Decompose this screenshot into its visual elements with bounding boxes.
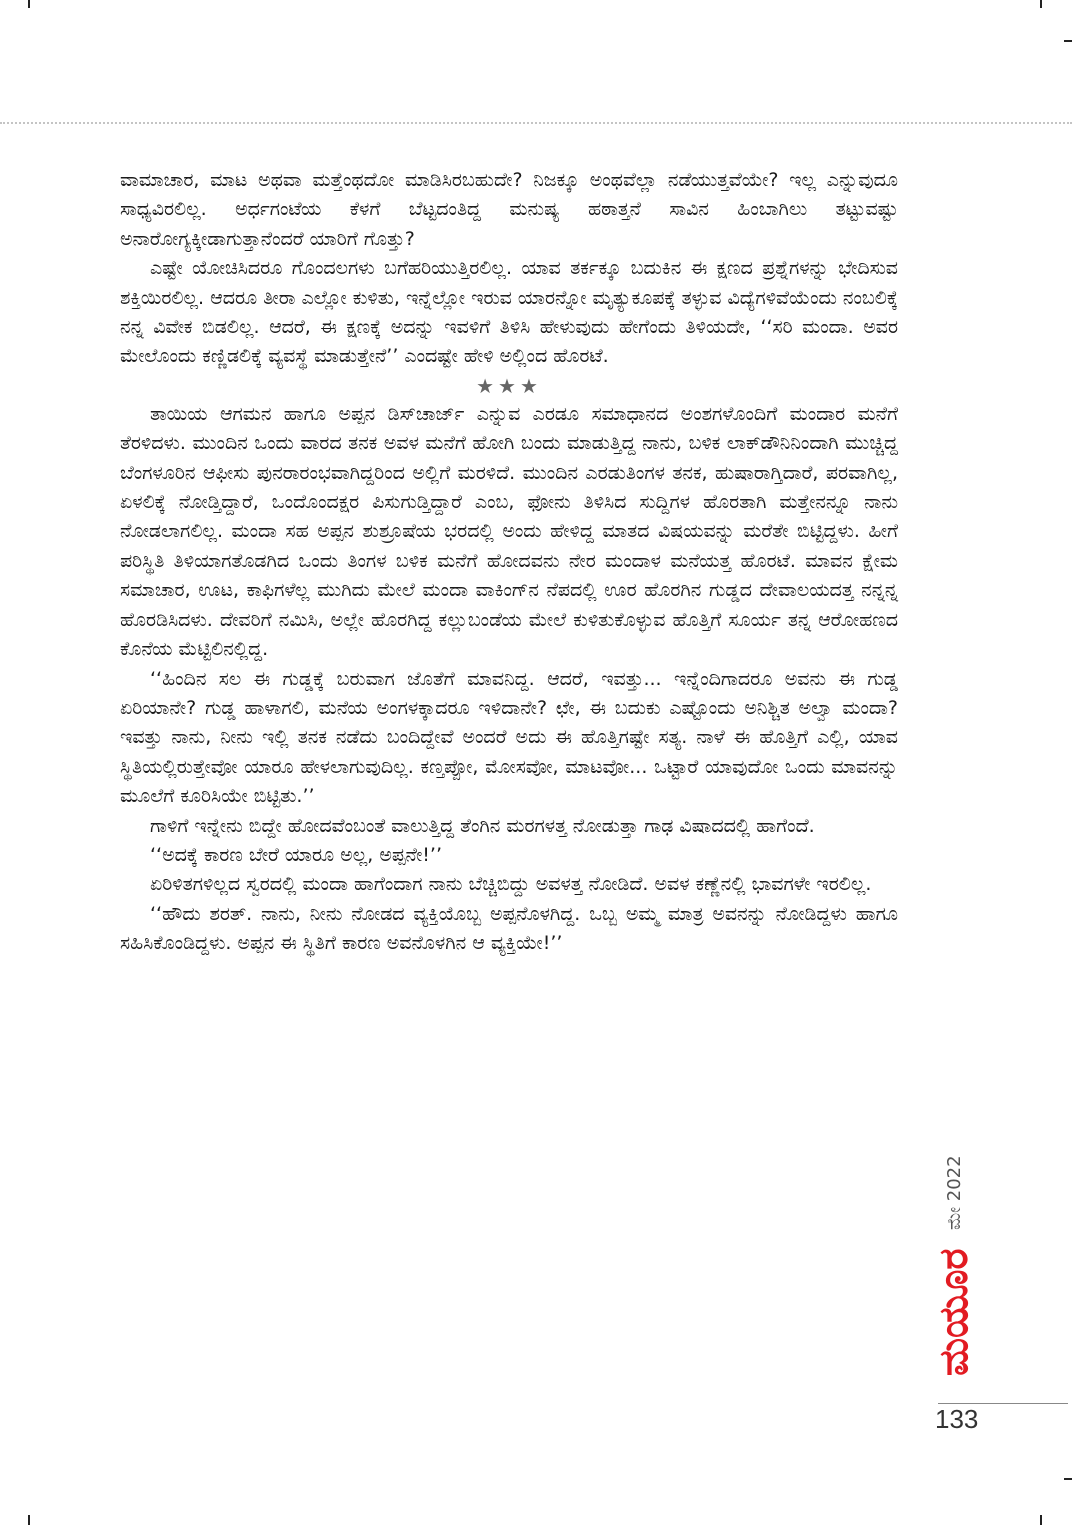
- crop-mark-top-right: [1040, 0, 1042, 8]
- crop-mark-bottom-right: [1040, 1515, 1042, 1525]
- crop-mark-right-upper: [1064, 40, 1072, 42]
- crop-mark-right-lower: [1064, 1478, 1072, 1480]
- magazine-sidebar: [920, 1130, 990, 1376]
- section-break-stars: ★★★: [476, 373, 542, 398]
- paragraph-3: ತಾಯಿಯ ಆಗಮನ ಹಾಗೂ ಅಪ್ಪನ ಡಿಸ್‌ಚಾರ್ಜ್ ಎನ್ನುವ ಎರಡೂ ಸಮಾಧಾನದ ಅಂಶಗಳೊಂದಿಗೆ ಮಂದಾರ ಮನೆಗೆ ತೆರಳಿದಳು. ಮುಂದಿನ ಒಂದು ವಾರದ ತನಕ ಅವಳ ಮನೆಗೆ ಹೋಗಿ ಬಂದು ಮಾಡುತ್ತಿದ್ದ ನಾನು, ಬಳಿಕ ಲಾಕ್‌ಡೌನಿನಿಂದಾಗಿ ಮುಚ್ಚಿದ್ದ ಬೆಂಗಳೂರಿನ ಆಫೀಸು ಪುನರಾರಂಭವಾಗಿದ್ದರಿಂದ ಅಲ್ಲಿಗೆ ಮರಳಿದೆ. ಮುಂದಿನ ಎರಡುತಿಂಗಳ ತನಕ, ಹುಷಾರಾಗ್ತಿದಾರೆ, ಪರವಾಗಿಲ್ಲ, ಏಳಲಿಕ್ಕೆ ನೋಡ್ತಿದ್ದಾರೆ, ಒಂದೊಂದಕ್ಷರ ಪಿಸುಗುಡ್ತಿದ್ದಾರೆ ಎಂಬ, ಫೋನು ತಿಳಿಸಿದ ಸುದ್ದಿಗಳ ಹೊರತಾಗಿ ಮತ್ತೇನನ್ನೂ ನಾನು ನೋಡಲಾಗಲಿಲ್ಲ. ಮಂದಾ ಸಹ ಅಪ್ಪನ ಶುಶ್ರೂಷೆಯ ಭರದಲ್ಲಿ ಅಂದು ಹೇಳಿದ್ದ ಮಾತದ ವಿಷಯವನ್ನು ಮರೆತೇ ಬಿಟ್ಟಿದ್ದಳು. ಹೀಗೆ ಪರಿಸ್ಥಿತಿ ತಿಳಿಯಾಗತೊಡಗಿದ ಒಂದು ತಿಂಗಳ ಬಳಿಕ ಮನೆಗೆ ಹೋದವನು ನೇರ ಮಂದಾಳ ಮನೆಯತ್ತ ಹೊರಟೆ. ಮಾವನ ಕ್ಷೇಮ ಸಮಾಚಾರ, ಊಟ, ಕಾಫಿಗಳೆಲ್ಲ ಮುಗಿದು ಮೇಲೆ ಮಂದಾ ವಾಕಿಂಗ್‌ನ ನೆಪದಲ್ಲಿ ಊರ ಹೊರಗಿನ ಗುಡ್ಡದ ದೇವಾಲಯದತ್ತ ನನ್ನನ್ನ ಹೊರಡಿಸಿದಳು. ದೇವರಿಗೆ ನಮಿಸಿ, ಅಲ್ಲೇ ಹೊರಗಿದ್ದ ಕಲ್ಲುಬಂಡೆಯ ಮೇಲೆ ಕುಳಿತುಕೊಳ್ಳುವ ಹೊತ್ತಿಗೆ ಸೂರ್ಯ ತನ್ನ ಆರೋಹಣದ ಕೊನೆಯ ಮೆಟ್ಟಿಲಿನಲ್ಲಿದ್ದ.: [120, 402, 898, 661]
- article-body: [120, 166, 898, 959]
- paragraph-2: ಎಷ್ಟೇ ಯೋಚಿಸಿದರೂ ಗೊಂದಲಗಳು ಬಗೆಹರಿಯುತ್ತಿರಲಿಲ್ಲ. ಯಾವ ತರ್ಕಕ್ಕೂ ಬದುಕಿನ ಈ ಕ್ಷಣದ ಪ್ರಶ್ನೆಗಳನ್ನು ಭೇದಿಸುವ ಶಕ್ತಿಯಿರಲಿಲ್ಲ. ಆದರೂ ತೀರಾ ಎಲ್ಲೋ ಕುಳಿತು, ಇನ್ನೆಲ್ಲೋ ಇರುವ ಯಾರನ್ನೋ ಮೃತ್ಯುಕೂಪಕ್ಕೆ ತಳ್ಳುವ ವಿದ್ಯೆಗಳಿವೆಯೆಂದು ನಂಬಲಿಕ್ಕೆ ನನ್ನ ವಿವೇಕ ಬಿಡಲಿಲ್ಲ. ಆದರೆ, ಈ ಕ್ಷಣಕ್ಕೆ ಅದನ್ನು ಇವಳಿಗೆ ತಿಳಿಸಿ ಹೇಳುವುದು ಹೇಗೆಂದು ತಿಳಿಯದೇ, ‘‘ಸರಿ ಮಂದಾ. ಅವರ ಮೇಲೊಂದು ಕಣ್ಣಿಡಲಿಕ್ಕೆ ವ್ಯವಸ್ಥೆ ಮಾಡುತ್ತೇನೆ’’ ಎಂದಷ್ಟೇ ಹೇಳಿ ಅಲ್ಲಿಂದ ಹೊರಟೆ.: [120, 257, 898, 368]
- header-dotted-rule: [0, 122, 1072, 124]
- page-number: 133: [935, 1404, 979, 1434]
- magazine-logo: ಮಯೂರ: [931, 1248, 977, 1376]
- crop-mark-top-left: [28, 0, 30, 8]
- paragraph-7: ಏರಿಳಿತಗಳಿಲ್ಲದ ಸ್ವರದಲ್ಲಿ ಮಂದಾ ಹಾಗೆಂದಾಗ ನಾನು ಬೆಚ್ಚಿಬಿದ್ದು ಅವಳತ್ತ ನೋಡಿದೆ. ಅವಳ ಕಣ್ಣೆನಲ್ಲಿ ಭಾವಗಳೇ ಇರಲಿಲ್ಲ.: [150, 873, 872, 896]
- paragraph-8: ‘‘ಹೌದು ಶರತ್. ನಾನು, ನೀನು ನೋಡದ ವ್ಯಕ್ತಿಯೊಬ್ಬ ಅಪ್ಪನೊಳಗಿದ್ದ. ಒಬ್ಬ ಅಮ್ಮ ಮಾತ್ರ ಅವನನ್ನು ನೋಡಿದ್ದಳು ಹಾಗೂ ಸಹಿಸಿಕೊಂಡಿದ್ದಳು. ಅಪ್ಪನ ಈ ಸ್ಥಿತಿಗೆ ಕಾರಣ ಅವನೊಳಗಿನ ಆ ವ್ಯಕ್ತಿಯೇ!’’: [120, 902, 898, 955]
- paragraph-5: ಗಾಳಿಗೆ ಇನ್ನೇನು ಬಿದ್ದೇ ಹೋದವೆಂಬಂತೆ ವಾಲುತ್ತಿದ್ದ ತೆಂಗಿನ ಮರಗಳತ್ತ ನೋಡುತ್ತಾ ಗಾಢ ವಿಷಾದದಲ್ಲಿ ಹಾಗೆಂದೆ.: [150, 814, 815, 837]
- paragraph-4: ‘‘ಹಿಂದಿನ ಸಲ ಈ ಗುಡ್ಡಕ್ಕೆ ಬರುವಾಗ ಜೊತೆಗೆ ಮಾವನಿದ್ದ. ಆದರೆ, ಇವತ್ತು... ಇನ್ನೆಂದಿಗಾದರೂ ಅವನು ಈ ಗುಡ್ಡ ಏರಿಯಾನೇ? ಗುಡ್ಡ ಹಾಳಾಗಲಿ, ಮನೆಯ ಅಂಗಳಕ್ಕಾದರೂ ಇಳಿದಾನೇ? ಛೇ, ಈ ಬದುಕು ಎಷ್ಟೊಂದು ಅನಿಶ್ಚಿತ ಅಲ್ವಾ ಮಂದಾ? ಇವತ್ತು ನಾನು, ನೀನು ಇಲ್ಲಿ ತನಕ ನಡೆದು ಬಂದಿದ್ದೇವೆ ಅಂದರೆ ಅದು ಈ ಹೊತ್ತಿಗಷ್ಟೇ ಸತ್ಯ. ನಾಳೆ ಈ ಹೊತ್ತಿಗೆ ಎಲ್ಲಿ, ಯಾವ ಸ್ಥಿತಿಯಲ್ಲಿರುತ್ತೇವೋ ಯಾರೂ ಹೇಳಲಾಗುವುದಿಲ್ಲ. ಕಣ್ತಪ್ಪೋ, ಮೋಸವೋ, ಮಾಟವೋ... ಒಟ್ಟಾರೆ ಯಾವುದೋ ಒಂದು ಮಾವನನ್ನು ಮೂಲೆಗೆ ಕೂರಿಸಿಯೇ ಬಿಟ್ಟಿತು.’’: [120, 667, 898, 808]
- issue-date: ಮೇ 2022: [944, 1155, 965, 1230]
- crop-mark-bottom-left: [28, 1515, 30, 1525]
- paragraph-1: ವಾಮಾಚಾರ, ಮಾಟ ಅಥವಾ ಮತ್ತೆಂಥದೋ ಮಾಡಿಸಿರಬಹುದೇ? ನಿಜಕ್ಕೂ ಅಂಥವೆಲ್ಲಾ ನಡೆಯುತ್ತವೆಯೇ? ಇಲ್ಲ ಎನ್ನುವುದೂ ಸಾಧ್ಯವಿರಲಿಲ್ಲ. ಅರ್ಧಗಂಟೆಯ ಕೆಳಗೆ ಬೆಟ್ಟದಂತಿದ್ದ ಮನುಷ್ಯ ಹಠಾತ್ತನೆ ಸಾವಿನ ಹಿಂಬಾಗಿಲು ತಟ್ಟುವಷ್ಟು ಅನಾರೋಗ್ಯಕ್ಕೀಡಾಗುತ್ತಾನೆಂದರೆ ಯಾರಿಗೆ ಗೊತ್ತು?: [120, 169, 898, 250]
- paragraph-6: ‘‘ಅದಕ್ಕೆ ಕಾರಣ ಬೇರೆ ಯಾರೂ ಅಲ್ಲ, ಅಪ್ಪನೇ!’’: [150, 843, 443, 866]
